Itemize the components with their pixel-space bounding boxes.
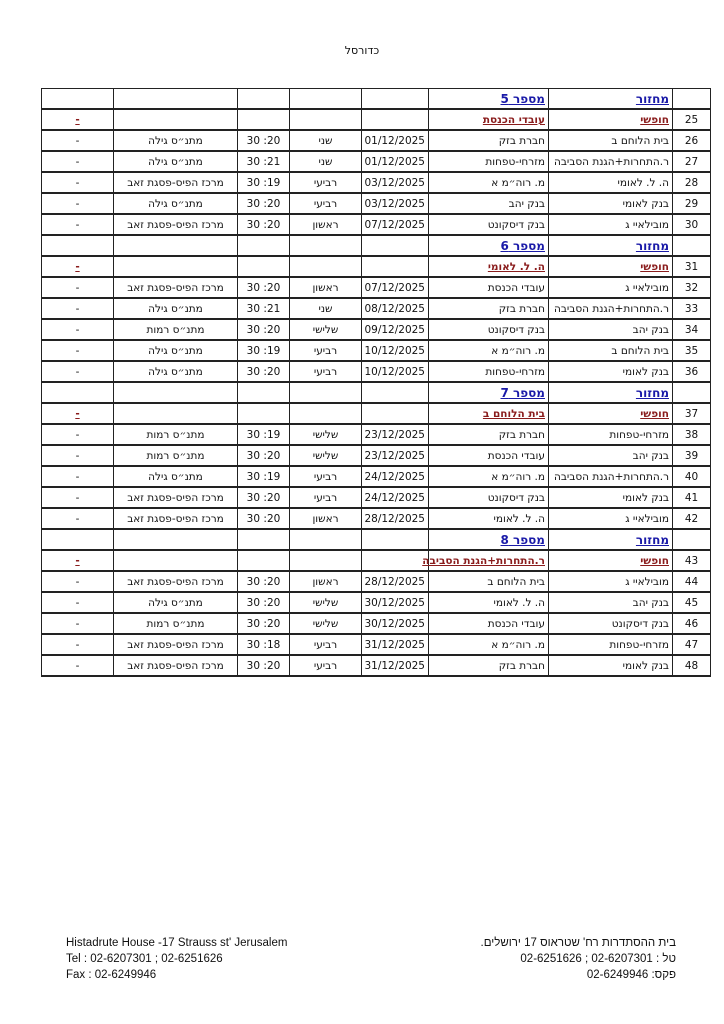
game-time: 20: 30 — [238, 193, 290, 214]
page-title: כדורסל — [344, 44, 380, 57]
game-number: 37 — [673, 403, 711, 424]
away-team: בנק יהב — [429, 193, 549, 214]
bye-team — [422, 550, 549, 571]
game-date: 31/12/2025 — [362, 634, 429, 655]
game-location: מתנ״ס רמות — [114, 424, 238, 445]
game-result: - — [42, 487, 114, 508]
schedule-table — [41, 88, 711, 677]
game-location: מתנ״ס גילה — [114, 340, 238, 361]
away-team: מ. רוה״מ א — [429, 172, 549, 193]
game-day: שני — [290, 151, 362, 172]
round-header-label-text: מחזור — [635, 385, 669, 400]
game-day: ראשון — [290, 508, 362, 529]
game-location: מתנ״ס גילה — [114, 466, 238, 487]
game-location: מרכז הפיס-פסגת זאב — [114, 214, 238, 235]
round-number-label-text: מספר 7 — [500, 385, 545, 400]
away-team: חברת בזק — [429, 130, 549, 151]
game-number: 42 — [673, 508, 711, 529]
game-date: 03/12/2025 — [362, 172, 429, 193]
game-location: מרכז הפיס-פסגת זאב — [114, 508, 238, 529]
home-team: ר.התחרות+הגנת הסביבה — [549, 298, 673, 319]
game-location: מרכז הפיס-פסגת זאב — [114, 277, 238, 298]
bye-result — [42, 550, 114, 571]
away-team: בנק דיסקונט — [429, 487, 549, 508]
bye-label — [549, 109, 673, 130]
game-result: - — [42, 277, 114, 298]
bye-team-text: עובדי הכנסת — [482, 113, 545, 126]
game-date: 01/12/2025 — [362, 151, 429, 172]
game-number: 30 — [673, 214, 711, 235]
bye-result-text: - — [75, 260, 80, 273]
num-cell — [673, 235, 711, 256]
footer-hebrew — [481, 935, 676, 983]
footer-address: Histadrute House -17 Strauss st' Jerusalem — [66, 937, 288, 949]
empty-cell — [238, 529, 290, 550]
empty-cell — [114, 235, 238, 256]
game-date: 07/12/2025 — [362, 214, 429, 235]
game-location: מתנ״ס רמות — [114, 445, 238, 466]
game-result: - — [42, 655, 114, 676]
empty-cell — [290, 89, 362, 110]
game-number: 33 — [673, 298, 711, 319]
away-team: חברת בזק — [429, 298, 549, 319]
empty-cell — [42, 235, 114, 256]
away-team: מ. רוה״מ א — [429, 340, 549, 361]
game-number: 39 — [673, 445, 711, 466]
empty-cell — [114, 529, 238, 550]
game-time: 18: 30 — [238, 634, 290, 655]
empty-cell — [42, 529, 114, 550]
empty-cell — [362, 256, 429, 277]
game-row — [42, 151, 711, 172]
game-number: 34 — [673, 319, 711, 340]
game-day: שלישי — [290, 445, 362, 466]
game-result: - — [42, 130, 114, 151]
away-team: חברת בזק — [429, 655, 549, 676]
game-time: 19: 30 — [238, 340, 290, 361]
home-team: בנק לאומי — [549, 193, 673, 214]
game-location: מרכז הפיס-פסגת זאב — [114, 571, 238, 592]
home-team: בנק יהב — [549, 319, 673, 340]
away-team: מזרחי-טפחות — [429, 361, 549, 382]
num-cell — [673, 529, 711, 550]
round-number-label — [429, 529, 549, 550]
game-number: 28 — [673, 172, 711, 193]
empty-cell — [290, 256, 362, 277]
game-date: 23/12/2025 — [362, 445, 429, 466]
game-row — [42, 424, 711, 445]
home-team: בנק לאומי — [549, 361, 673, 382]
game-result: - — [42, 214, 114, 235]
game-location: מתנ״ס גילה — [114, 298, 238, 319]
game-day: שני — [290, 298, 362, 319]
round-header-label-text: מחזור — [635, 238, 669, 253]
game-date: 30/12/2025 — [362, 592, 429, 613]
bye-result — [42, 256, 114, 277]
empty-cell — [238, 403, 290, 424]
bye-result — [42, 109, 114, 130]
game-date: 30/12/2025 — [362, 613, 429, 634]
game-time: 20: 30 — [238, 445, 290, 466]
game-time: 20: 30 — [238, 277, 290, 298]
round-number-label-text: מספר 6 — [500, 238, 545, 253]
game-result: - — [42, 634, 114, 655]
game-row — [42, 172, 711, 193]
empty-cell — [238, 235, 290, 256]
empty-cell — [114, 382, 238, 403]
empty-cell — [362, 109, 429, 130]
away-team: בית הלוחם ב — [429, 571, 549, 592]
game-location: מרכז הפיס-פסגת זאב — [114, 634, 238, 655]
round-header-row — [42, 382, 711, 403]
away-team: עובדי הכנסת — [429, 277, 549, 298]
bye-label-text: חופשי — [640, 554, 669, 567]
footer-address-he: בית ההסתדרות רח' שטראוס 17 ירושלים. — [480, 937, 676, 949]
num-cell — [673, 382, 711, 403]
game-number: 43 — [673, 550, 711, 571]
game-number: 46 — [673, 613, 711, 634]
empty-cell — [290, 382, 362, 403]
game-time: 19: 30 — [238, 172, 290, 193]
game-date: 10/12/2025 — [362, 340, 429, 361]
bye-result-text: - — [75, 554, 80, 567]
bye-team-text: ר.התחרות+הגנת הסביבה — [422, 554, 545, 567]
empty-cell — [114, 550, 238, 571]
num-cell — [673, 89, 711, 110]
home-team: מזרחי-טפחות — [549, 424, 673, 445]
game-row — [42, 487, 711, 508]
round-number-label-text: מספר 8 — [500, 532, 545, 547]
round-header-label-text: מחזור — [635, 91, 669, 106]
game-result: - — [42, 172, 114, 193]
home-team: בית הלוחם ב — [549, 340, 673, 361]
round-header-row — [42, 529, 711, 550]
bye-team — [429, 403, 549, 424]
empty-cell — [42, 382, 114, 403]
game-day: רביעי — [290, 361, 362, 382]
game-location: מתנ״ס רמות — [114, 319, 238, 340]
game-result: - — [42, 508, 114, 529]
empty-cell — [42, 89, 114, 110]
game-result: - — [42, 298, 114, 319]
home-team: בנק לאומי — [549, 655, 673, 676]
game-day: שלישי — [290, 592, 362, 613]
game-time: 21: 30 — [238, 151, 290, 172]
footer-phone: Tel : 02-6207301 ; 02-6251626 — [66, 953, 223, 965]
bye-team — [429, 256, 549, 277]
game-day: שלישי — [290, 424, 362, 445]
game-result: - — [42, 361, 114, 382]
empty-cell — [290, 109, 362, 130]
game-time: 20: 30 — [238, 592, 290, 613]
round-header-label — [549, 235, 673, 256]
game-time: 19: 30 — [238, 466, 290, 487]
game-time: 20: 30 — [238, 130, 290, 151]
game-location: מתנ״ס גילה — [114, 193, 238, 214]
bye-result — [42, 403, 114, 424]
game-number: 32 — [673, 277, 711, 298]
game-time: 20: 30 — [238, 361, 290, 382]
empty-cell — [238, 256, 290, 277]
round-header-row — [42, 89, 711, 110]
game-day: רביעי — [290, 193, 362, 214]
empty-cell — [114, 256, 238, 277]
empty-cell — [238, 109, 290, 130]
game-day: רביעי — [290, 487, 362, 508]
game-number: 27 — [673, 151, 711, 172]
footer-english — [66, 935, 287, 983]
home-team: בנק דיסקונט — [549, 613, 673, 634]
game-time: 20: 30 — [238, 613, 290, 634]
game-row — [42, 340, 711, 361]
game-date: 03/12/2025 — [362, 193, 429, 214]
game-row — [42, 613, 711, 634]
game-date: 09/12/2025 — [362, 319, 429, 340]
game-location: מתנ״ס גילה — [114, 130, 238, 151]
game-row — [42, 466, 711, 487]
game-row — [42, 592, 711, 613]
game-date: 07/12/2025 — [362, 277, 429, 298]
home-team: מובילאיי ג — [549, 508, 673, 529]
bye-team-text: בית הלוחם ב — [482, 407, 545, 420]
footer-phone-he: טל : 02-6207301 ; 02-6251626 — [520, 953, 676, 965]
empty-cell — [362, 550, 429, 571]
home-team: בית הלוחם ב — [549, 130, 673, 151]
empty-cell — [114, 109, 238, 130]
round-header-label-text: מחזור — [635, 532, 669, 547]
game-date: 23/12/2025 — [362, 424, 429, 445]
game-number: 36 — [673, 361, 711, 382]
bye-row — [42, 550, 711, 571]
bye-label-text: חופשי — [640, 113, 669, 126]
footer-fax: Fax : 02-6249946 — [66, 969, 157, 981]
game-location: מרכז הפיס-פסגת זאב — [114, 655, 238, 676]
game-number: 41 — [673, 487, 711, 508]
game-day: ראשון — [290, 214, 362, 235]
game-location: מתנ״ס גילה — [114, 592, 238, 613]
game-number: 38 — [673, 424, 711, 445]
bye-row — [42, 403, 711, 424]
away-team: עובדי הכנסת — [429, 445, 549, 466]
game-number: 29 — [673, 193, 711, 214]
round-header-label — [549, 382, 673, 403]
home-team: בנק יהב — [549, 592, 673, 613]
empty-cell — [238, 89, 290, 110]
round-number-label — [429, 235, 549, 256]
game-number: 44 — [673, 571, 711, 592]
game-row — [42, 214, 711, 235]
game-day: שלישי — [290, 319, 362, 340]
bye-label-text: חופשי — [640, 407, 669, 420]
game-day: שלישי — [290, 613, 362, 634]
home-team: ר.התחרות+הגנת הסביבה — [549, 151, 673, 172]
game-number: 47 — [673, 634, 711, 655]
game-time: 20: 30 — [238, 655, 290, 676]
game-time: 20: 30 — [238, 571, 290, 592]
away-team: ה. ל. לאומי — [429, 508, 549, 529]
game-result: - — [42, 613, 114, 634]
game-day: ראשון — [290, 571, 362, 592]
empty-cell — [114, 89, 238, 110]
game-row — [42, 298, 711, 319]
round-header-label — [549, 529, 673, 550]
home-team: בנק יהב — [549, 445, 673, 466]
game-number: 25 — [673, 109, 711, 130]
game-day: ראשון — [290, 277, 362, 298]
away-team: בנק דיסקונט — [429, 319, 549, 340]
empty-cell — [362, 235, 429, 256]
game-number: 40 — [673, 466, 711, 487]
game-location: מרכז הפיס-פסגת זאב — [114, 172, 238, 193]
empty-cell — [362, 403, 429, 424]
game-result: - — [42, 466, 114, 487]
game-time: 20: 30 — [238, 487, 290, 508]
home-team: מובילאיי ג — [549, 571, 673, 592]
bye-label — [549, 256, 673, 277]
bye-row — [42, 109, 711, 130]
away-team: ה. ל. לאומי — [429, 592, 549, 613]
bye-row — [42, 256, 711, 277]
away-team: חברת בזק — [429, 424, 549, 445]
empty-cell — [238, 382, 290, 403]
game-number: 35 — [673, 340, 711, 361]
game-time: 20: 30 — [238, 508, 290, 529]
game-row — [42, 508, 711, 529]
game-date: 24/12/2025 — [362, 487, 429, 508]
home-team: מובילאיי ג — [549, 277, 673, 298]
empty-cell — [362, 382, 429, 403]
game-result: - — [42, 592, 114, 613]
bye-result-text: - — [75, 113, 80, 126]
round-number-label — [429, 382, 549, 403]
game-number: 31 — [673, 256, 711, 277]
away-team: מ. רוה״מ א — [429, 634, 549, 655]
empty-cell — [290, 235, 362, 256]
empty-cell — [238, 550, 290, 571]
bye-team-text: ה. ל. לאומי — [487, 260, 545, 273]
game-result: - — [42, 340, 114, 361]
game-row — [42, 361, 711, 382]
empty-cell — [362, 89, 429, 110]
game-time: 20: 30 — [238, 319, 290, 340]
game-row — [42, 319, 711, 340]
game-row — [42, 571, 711, 592]
game-number: 26 — [673, 130, 711, 151]
game-result: - — [42, 319, 114, 340]
home-team: ה. ל. לאומי — [549, 172, 673, 193]
game-date: 10/12/2025 — [362, 361, 429, 382]
game-result: - — [42, 151, 114, 172]
home-team: מזרחי-טפחות — [549, 634, 673, 655]
away-team: מ. רוה״מ א — [429, 466, 549, 487]
game-day: רביעי — [290, 172, 362, 193]
game-date: 24/12/2025 — [362, 466, 429, 487]
game-row — [42, 193, 711, 214]
bye-label-text: חופשי — [640, 260, 669, 273]
empty-cell — [290, 550, 362, 571]
game-number: 48 — [673, 655, 711, 676]
game-result: - — [42, 571, 114, 592]
round-number-label-text: מספר 5 — [500, 91, 545, 106]
bye-result-text: - — [75, 407, 80, 420]
game-result: - — [42, 193, 114, 214]
game-location: מתנ״ס גילה — [114, 151, 238, 172]
bye-label — [549, 403, 673, 424]
game-location: מרכז הפיס-פסגת זאב — [114, 487, 238, 508]
away-team: בנק דיסקונט — [429, 214, 549, 235]
bye-team — [429, 109, 549, 130]
home-team: ר.התחרות+הגנת הסביבה — [549, 466, 673, 487]
game-day: שני — [290, 130, 362, 151]
game-date: 31/12/2025 — [362, 655, 429, 676]
game-date: 08/12/2025 — [362, 298, 429, 319]
game-location: מתנ״ס גילה — [114, 361, 238, 382]
empty-cell — [290, 529, 362, 550]
empty-cell — [362, 529, 429, 550]
game-row — [42, 655, 711, 676]
game-date: 01/12/2025 — [362, 130, 429, 151]
game-time: 20: 30 — [238, 214, 290, 235]
game-row — [42, 634, 711, 655]
game-day: רביעי — [290, 655, 362, 676]
game-number: 45 — [673, 592, 711, 613]
bye-label — [549, 550, 673, 571]
game-location: מתנ״ס רמות — [114, 613, 238, 634]
game-row — [42, 445, 711, 466]
game-row — [42, 277, 711, 298]
empty-cell — [290, 403, 362, 424]
game-time: 19: 30 — [238, 424, 290, 445]
away-team: עובדי הכנסת — [429, 613, 549, 634]
empty-cell — [114, 403, 238, 424]
home-team: בנק לאומי — [549, 487, 673, 508]
game-result: - — [42, 424, 114, 445]
game-date: 28/12/2025 — [362, 571, 429, 592]
game-result: - — [42, 445, 114, 466]
game-day: רביעי — [290, 634, 362, 655]
game-day: רביעי — [290, 466, 362, 487]
game-time: 21: 30 — [238, 298, 290, 319]
game-day: רביעי — [290, 340, 362, 361]
round-header-row — [42, 235, 711, 256]
round-number-label — [429, 89, 549, 110]
away-team: מזרחי-טפחות — [429, 151, 549, 172]
home-team: מובילאיי ג — [549, 214, 673, 235]
game-date: 28/12/2025 — [362, 508, 429, 529]
footer-fax-he: פקס: 02-6249946 — [586, 969, 676, 981]
round-header-label — [549, 89, 673, 110]
game-row — [42, 130, 711, 151]
